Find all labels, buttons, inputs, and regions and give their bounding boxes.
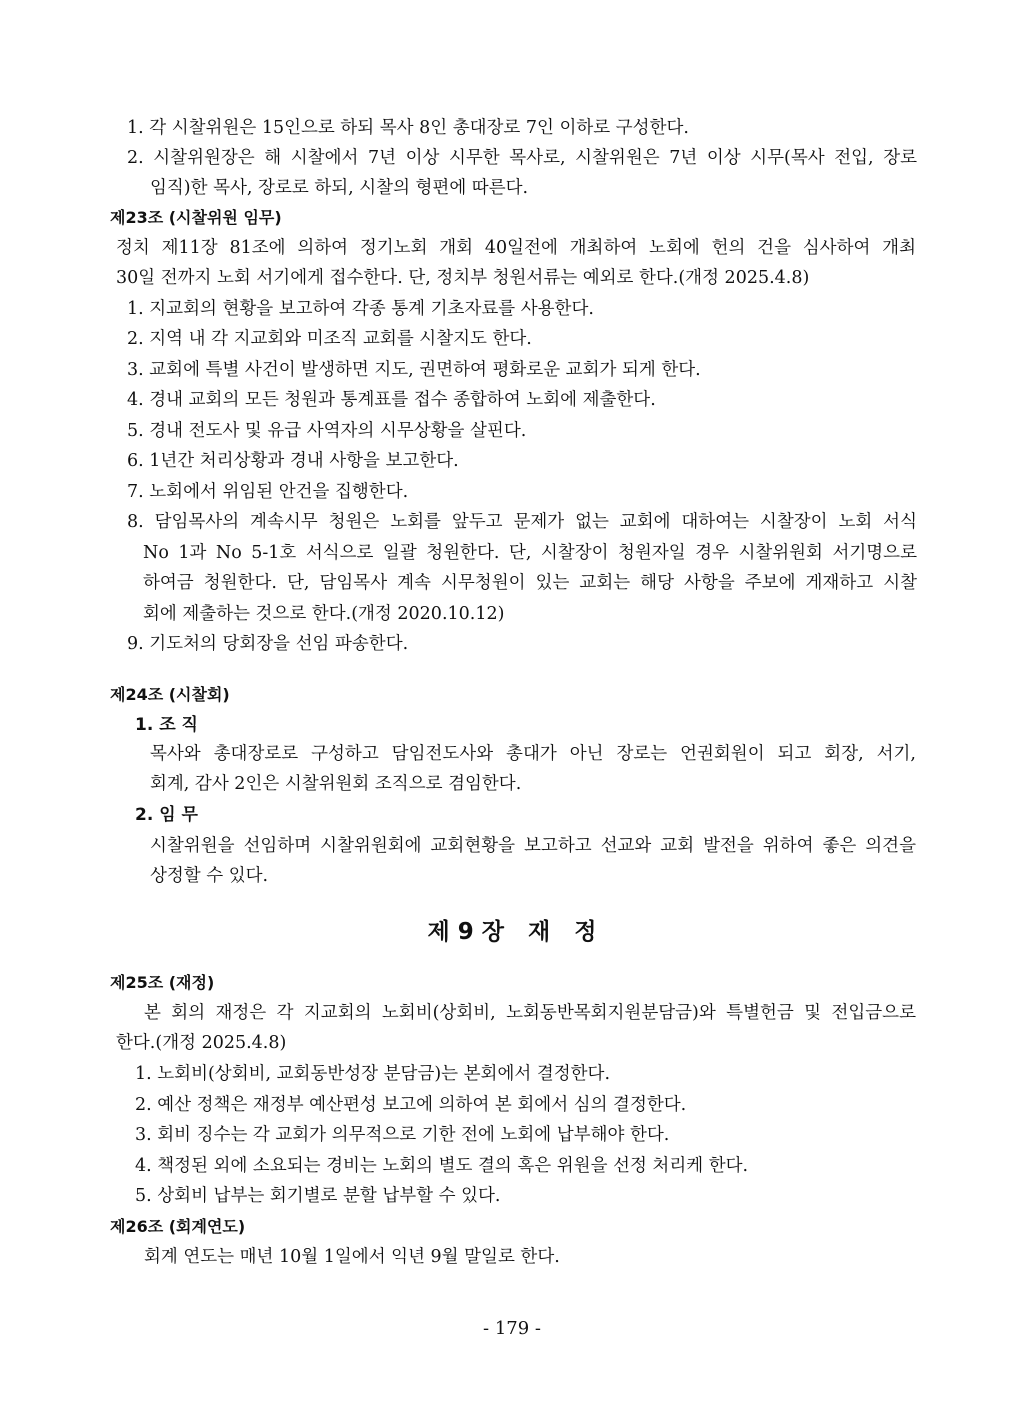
list-item: 5. 상회비 납부는 회기별로 분할 납부할 수 있다. xyxy=(135,1186,501,1206)
chapter-title xyxy=(0,918,1024,946)
article-23-intro-line: 30일 전까지 노회 서기에게 접수한다. 단, 정치부 청원서류는 예외로 한다.(개정 2025.4.8) xyxy=(116,268,810,288)
list-item: 2. 시찰위원장은 해 시찰에서 7년 이상 시무한 목사로, 시찰위원은 7년 이상 시무(목사 전입, 장로 xyxy=(127,148,917,168)
chapter-title-text: 제 9 장 재 정 xyxy=(427,919,597,945)
article-24-heading: 제24조 (시찰회) xyxy=(110,685,230,704)
page-number: - 179 - xyxy=(483,1318,541,1339)
list-item: 1. 지교회의 현황을 보고하여 각종 통계 기초자료를 사용한다. xyxy=(127,299,594,319)
list-item: 2. 예산 정책은 재정부 예산편성 보고에 의하여 본 회에서 심의 결정한다. xyxy=(135,1095,687,1115)
sub-heading-organization: 1. 조 직 xyxy=(135,715,198,735)
list-item: 6. 1년간 처리상황과 경내 사항을 보고한다. xyxy=(127,451,459,471)
list-item: 4. 경내 교회의 모든 청원과 통계표를 접수 종합하여 노회에 제출한다. xyxy=(127,390,656,410)
list-item: 3. 교회에 특별 사건이 발생하면 지도, 권면하여 평화로운 교회가 되게 한다. xyxy=(127,360,701,380)
list-item-continuation: No 1과 No 5-1호 서식으로 일괄 청원한다. 단, 시찰장이 청원자일 경우 시찰위원회 서기명으로 xyxy=(143,543,917,563)
list-item-continuation: 회에 제출하는 것으로 한다.(개정 2020.10.12) xyxy=(143,604,505,624)
article-23-heading: 제23조 (시찰위원 임무) xyxy=(110,208,282,227)
list-item: 1. 각 시찰위원은 15인으로 하되 목사 8인 총대장로 7인 이하로 구성한다. xyxy=(127,118,689,138)
paragraph-line: 회계, 감사 2인은 시찰위원회 조직으로 겸임한다. xyxy=(150,774,522,794)
article-25-heading: 제25조 (재정) xyxy=(110,973,215,992)
paragraph-line: 시찰위원을 선임하며 시찰위원회에 교회현황을 보고하고 선교와 교회 발전을 위하여 좋은 의견을 xyxy=(150,836,916,856)
list-item: 7. 노회에서 위임된 안건을 집행한다. xyxy=(127,482,409,502)
list-item: 3. 회비 징수는 각 교회가 의무적으로 기한 전에 노회에 납부해야 한다. xyxy=(135,1125,670,1145)
list-item: 1. 노회비(상회비, 교회동반성장 분담금)는 본회에서 결정한다. xyxy=(135,1064,611,1084)
list-item: 2. 지역 내 각 지교회와 미조직 교회를 시찰지도 한다. xyxy=(127,329,532,349)
article-25-intro-line: 한다.(개정 2025.4.8) xyxy=(116,1033,287,1053)
list-item-continuation: 임직)한 목사, 장로로 하되, 시찰의 형편에 따른다. xyxy=(150,178,529,198)
list-item: 8. 담임목사의 계속시무 청원은 노회를 앞두고 문제가 없는 교회에 대하여는 시찰장이 노회 서식 xyxy=(127,512,917,532)
paragraph-line: 회계 연도는 매년 10월 1일에서 익년 9월 말일로 한다. xyxy=(144,1247,560,1267)
paragraph-line: 목사와 총대장로로 구성하고 담임전도사와 총대가 아닌 장로는 언권회원이 되고 회장, 서기, xyxy=(150,744,916,764)
sub-heading-duties: 2. 임 무 xyxy=(135,805,198,825)
list-item-continuation: 하여금 청원한다. 단, 담임목사 계속 시무청원이 있는 교회는 해당 사항을 주보에 게재하고 시찰 xyxy=(143,573,917,593)
paragraph-line: 상정할 수 있다. xyxy=(150,866,269,886)
article-25-intro-line: 본 회의 재정은 각 지교회의 노회비(상회비, 노회동반목회지원분담금)와 특별헌금 및 전입금으로 xyxy=(144,1003,916,1023)
article-23-intro-line: 정치 제11장 81조에 의하여 정기노회 개회 40일전에 개최하여 노회에 헌의 건을 심사하여 개최 xyxy=(116,238,916,258)
article-26-heading: 제26조 (회계연도) xyxy=(110,1217,246,1236)
list-item: 4. 책정된 외에 소요되는 경비는 노회의 별도 결의 혹은 위원을 선정 처리케 한다. xyxy=(135,1156,749,1176)
list-item: 5. 경내 전도사 및 유급 사역자의 시무상황을 살핀다. xyxy=(127,421,527,441)
list-item: 9. 기도처의 당회장을 선임 파송한다. xyxy=(127,634,409,654)
